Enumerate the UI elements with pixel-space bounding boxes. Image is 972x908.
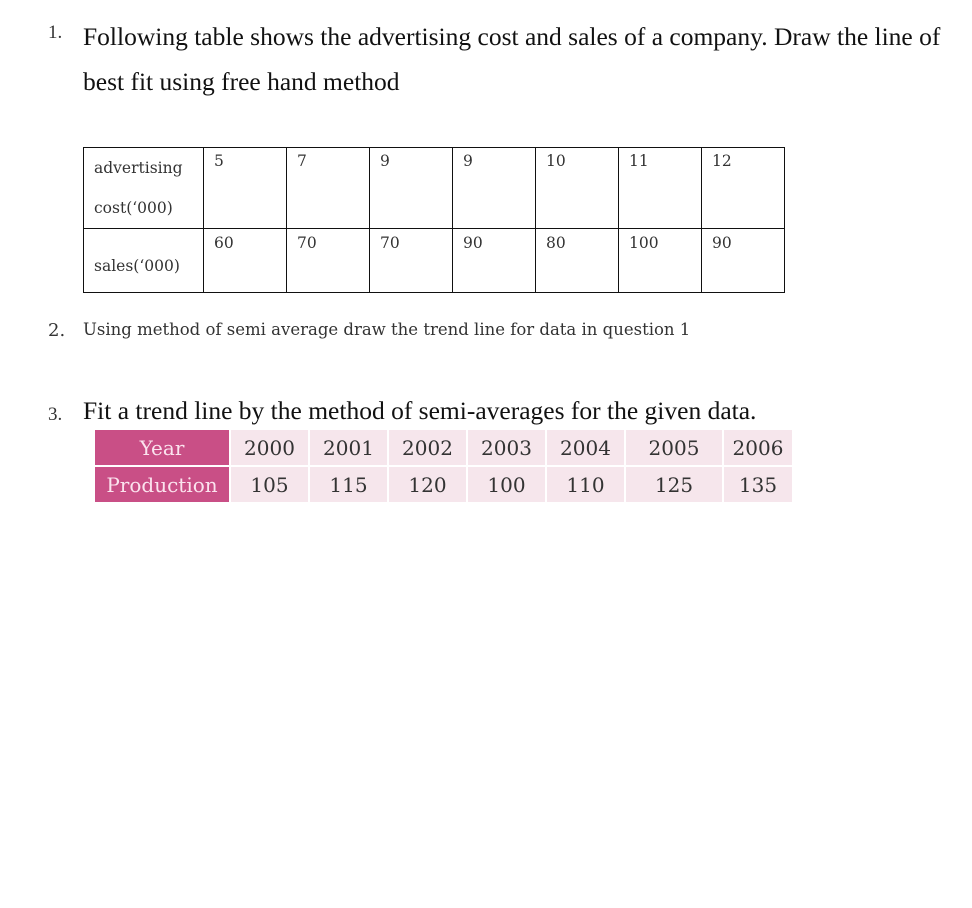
table-row xyxy=(95,467,792,502)
table-cell: 2000 xyxy=(231,430,308,465)
table-cell: 90 xyxy=(453,229,536,293)
row-header xyxy=(84,148,204,229)
table-cell: 2006 xyxy=(724,430,792,465)
table-cell: 90 xyxy=(702,229,785,293)
table-cell: 120 xyxy=(389,467,466,502)
table-cell: 135 xyxy=(724,467,792,502)
table-cell: 2004 xyxy=(547,430,624,465)
table-cell: 70 xyxy=(287,229,370,293)
table-cell: 100 xyxy=(468,467,545,502)
table-cell: 10 xyxy=(536,148,619,229)
header-line: cost(‘000) xyxy=(94,199,173,217)
table-cell: 110 xyxy=(547,467,624,502)
question-text: Fit a trend line by the method of semi-averages for the given data. xyxy=(83,396,757,425)
table-cell: 7 xyxy=(287,148,370,229)
row-header: Year xyxy=(95,430,229,465)
table-cell: 100 xyxy=(619,229,702,293)
table-cell: 125 xyxy=(626,467,722,502)
table-row xyxy=(95,430,792,465)
table-cell: 12 xyxy=(702,148,785,229)
table-cell: 9 xyxy=(453,148,536,229)
row-header: Production xyxy=(95,467,229,502)
production-table xyxy=(93,428,794,504)
question-number: 1. xyxy=(48,22,63,43)
question-text: Following table shows the advertising cost and sales of a company. Draw the line of best fit using free hand method xyxy=(83,22,941,96)
table-cell: 60 xyxy=(204,229,287,293)
table-cell: 2001 xyxy=(310,430,387,465)
table-cell: 115 xyxy=(310,467,387,502)
table-cell: 5 xyxy=(204,148,287,229)
row-header: sales(‘000) xyxy=(84,229,204,293)
question-text: Using method of semi average draw the trend line for data in question 1 xyxy=(83,320,691,339)
table-cell: 80 xyxy=(536,229,619,293)
header-line: advertising xyxy=(94,159,183,177)
table-cell: 2002 xyxy=(389,430,466,465)
table-cell: 105 xyxy=(231,467,308,502)
table-row xyxy=(84,229,785,293)
table-row xyxy=(84,148,785,229)
table-cell: 9 xyxy=(370,148,453,229)
question-number: 2. xyxy=(48,320,66,341)
table-cell: 2003 xyxy=(468,430,545,465)
table-cell: 70 xyxy=(370,229,453,293)
question-number: 3. xyxy=(48,404,63,425)
table-cell: 2005 xyxy=(626,430,722,465)
advertising-sales-table xyxy=(83,147,785,293)
table-cell: 11 xyxy=(619,148,702,229)
